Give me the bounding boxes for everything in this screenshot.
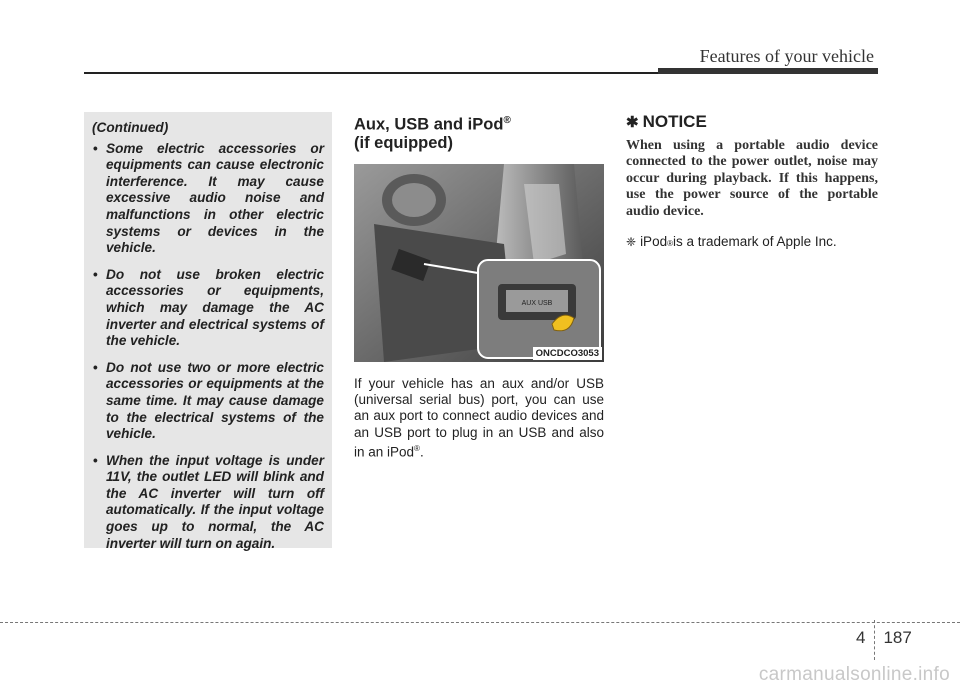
trademark-text: is a trademark of Apple Inc.: [673, 234, 837, 250]
section-title: [354, 112, 604, 152]
continued-label: (Continued): [92, 120, 169, 135]
chapter-number: 4: [856, 628, 866, 647]
notice-title-text: NOTICE: [642, 112, 707, 131]
trademark-registered: ®: [667, 239, 673, 249]
port-label: AUX USB: [521, 299, 553, 307]
header-title: Features of your vehicle: [699, 46, 874, 66]
notice-section: [626, 112, 878, 249]
image-caption: ONCDCO3053: [533, 347, 602, 360]
trademark-mark-icon: ❈: [626, 235, 637, 250]
watermark: carmanualsonline.info: [758, 664, 950, 685]
console-illustration: [354, 164, 604, 362]
section-body-end: .: [419, 444, 424, 460]
trademark-note: [626, 234, 878, 249]
notice-body: When using a portable audio device connected to the power outlet, noise may occur during playback. If this happens, use the power source of the portable audio device.: [626, 138, 878, 219]
caution-item: • When the input voltage is under 11V, the outlet LED will blink and the AC inverter will turn off automatically. If the input voltage goes up to normal, the AC inverter will turn on again.: [92, 453, 324, 553]
caution-item: • Do not use broken electric accessories or equipments, which may damage the AC inverter and electrical systems of the vehicle.: [92, 267, 324, 350]
section-body: [354, 376, 604, 462]
page-number-value: 187: [883, 628, 912, 647]
caution-item: • Do not use two or more electric accessories or equipments at the same time. It may cause damage to the electrical systems of the vehicle.: [92, 360, 324, 443]
caution-list: [92, 141, 324, 553]
header-bar: [658, 68, 878, 74]
section-title-line2: (if equipped): [354, 133, 453, 152]
section-body-text: If your vehicle has an aux and/or USB (universal serial bus) port, you can use an aux port to connect audio devices and an USB port to plug in an USB and also in an iPod: [354, 375, 604, 460]
section-title-line1: Aux, USB and iPod: [354, 115, 504, 134]
trademark-name: iPod: [640, 234, 668, 250]
notice-title: [626, 112, 878, 132]
page-divider: [874, 620, 875, 660]
notice-star-icon: ✱: [626, 114, 639, 131]
body-registered-mark: ®: [414, 444, 420, 454]
continued-panel: [84, 112, 332, 551]
caution-item: • Some electric accessories or equipments can cause electronic interference. It may cause excessive audio noise and malfunctions in other electric systems or devices in the vehicle.: [92, 141, 324, 257]
page-number: [856, 628, 912, 648]
registered-mark: ®: [503, 115, 511, 126]
footer-rule: [0, 622, 960, 623]
console-photo: [354, 164, 604, 362]
aux-usb-section: [354, 112, 604, 461]
